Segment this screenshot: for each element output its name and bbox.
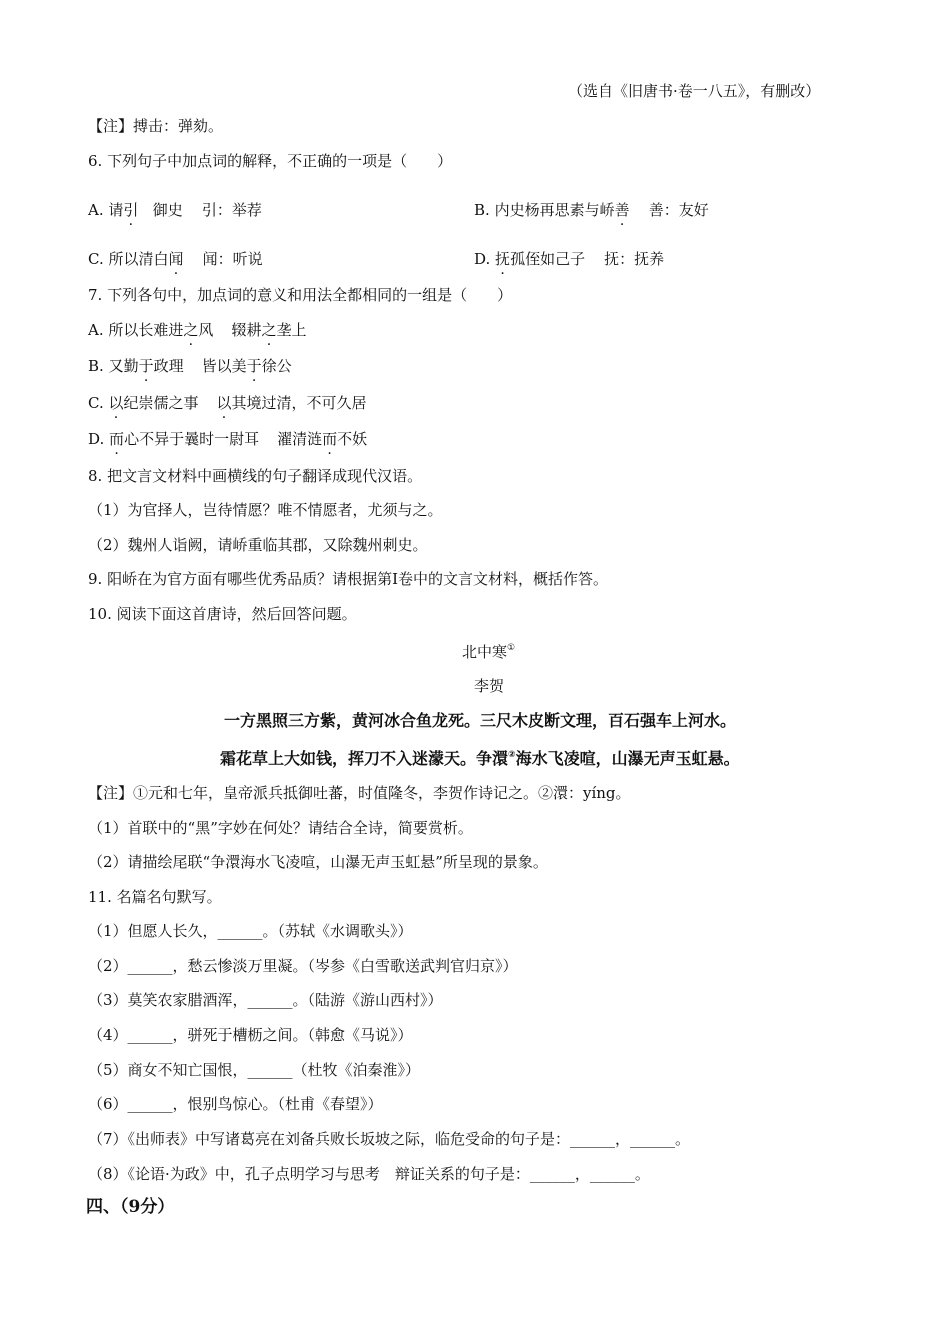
q11-item: （3）莫笑农家腊酒浑，______。（陆游《游山西村》） — [88, 991, 443, 1009]
q11-item: （2）______，愁云惨淡万里凝。（岑参《白雪歌送武判官归京》） — [88, 957, 518, 975]
poem-note: 【注】①元和七年，皇帝派兵抵御吐蕃，时值隆冬，李贺作诗记之。②澴：yíng。 — [88, 784, 631, 802]
q7-option-b: B. 又勤于政理 皆以美于徐公 — [88, 357, 292, 375]
q6-option-b: B. 内史杨再思素与峤善 善：友好 — [474, 201, 709, 219]
q11-item: （6）______，恨别鸟惊心。（杜甫《春望》） — [88, 1095, 383, 1113]
q10-sub-1: （1）首联中的“黑”字妙在何处？请结合全诗，简要赏析。 — [88, 819, 473, 837]
q6-option-a: A. 请引 御史 引：举荐 — [88, 201, 262, 219]
q8-sentence-2: （2）魏州人诣阙，请峤重临其郡，又除魏州刺史。 — [88, 536, 428, 554]
question-7-stem: 7. 下列各句中，加点词的意义和用法全都相同的一组是（ ） — [88, 286, 513, 304]
q6-option-c: C. 所以清白闻 闻：听说 — [88, 250, 263, 268]
q11-item: （5）商女不知亡国恨，______（杜牧《泊秦淮》） — [88, 1061, 421, 1079]
section-4-heading: 四、（9分） — [86, 1197, 175, 1217]
source-citation: （选自《旧唐书·卷一八五》，有删改） — [568, 82, 821, 100]
q6-option-d: D. 抚孤侄如己子 抚：抚养 — [474, 250, 665, 268]
q7-option-d: D. 而心不异于曩时一尉耳 濯清涟而不妖 — [88, 430, 368, 448]
poem-line-2: 霜花草上大如钱，挥刀不入迷濛天。争澴②海水飞凌喧，山瀑无声玉虹悬。 — [220, 749, 740, 768]
question-11-stem: 11. 名篇名句默写。 — [88, 888, 222, 906]
q10-sub-2: （2）请描绘尾联“争澴海水飞凌喧，山瀑无声玉虹悬”所呈现的景象。 — [88, 853, 548, 871]
poem-title: 北中寒① — [462, 643, 516, 661]
note-text: 【注】搏击：弹劾。 — [88, 117, 224, 135]
q11-item: （7）《出师表》中写诸葛亮在刘备兵败长坂坡之际，临危受命的句子是：______，______。 — [88, 1130, 691, 1148]
q7-option-c: C. 以纪崇儒之事 以其境过清，不可久居 — [88, 394, 367, 412]
poem-author: 李贺 — [474, 677, 505, 695]
q11-item: （8）《论语·为政》中，孔子点明学习与思考 辩证关系的句子是：______，______。 — [88, 1165, 650, 1183]
q11-item: （4）______，骈死于槽枥之间。（韩愈《马说》） — [88, 1026, 413, 1044]
question-6-stem: 6. 下列句子中加点词的解释，不正确的一项是（ ） — [88, 152, 453, 170]
poem-line-1: 一方黑照三方紫，黄河冰合鱼龙死。三尺木皮断文理，百石强车上河水。 — [224, 711, 737, 730]
q11-item: （1）但愿人长久，______。（苏轼《水调歌头》） — [88, 922, 413, 940]
q7-option-a: A. 所以长难进之风 辍耕之垄上 — [88, 321, 307, 339]
question-9: 9. 阳峤在为官方面有哪些优秀品质？请根据第Ⅰ卷中的文言文材料，概括作答。 — [88, 570, 609, 588]
question-10-stem: 10. 阅读下面这首唐诗，然后回答问题。 — [88, 605, 357, 623]
q8-sentence-1: （1）为官择人，岂待情愿？唯不情愿者，尤须与之。 — [88, 501, 443, 519]
poem-title-footnote-mark: ① — [507, 643, 516, 653]
question-8-stem: 8. 把文言文材料中画横线的句子翻译成现代汉语。 — [88, 467, 423, 485]
